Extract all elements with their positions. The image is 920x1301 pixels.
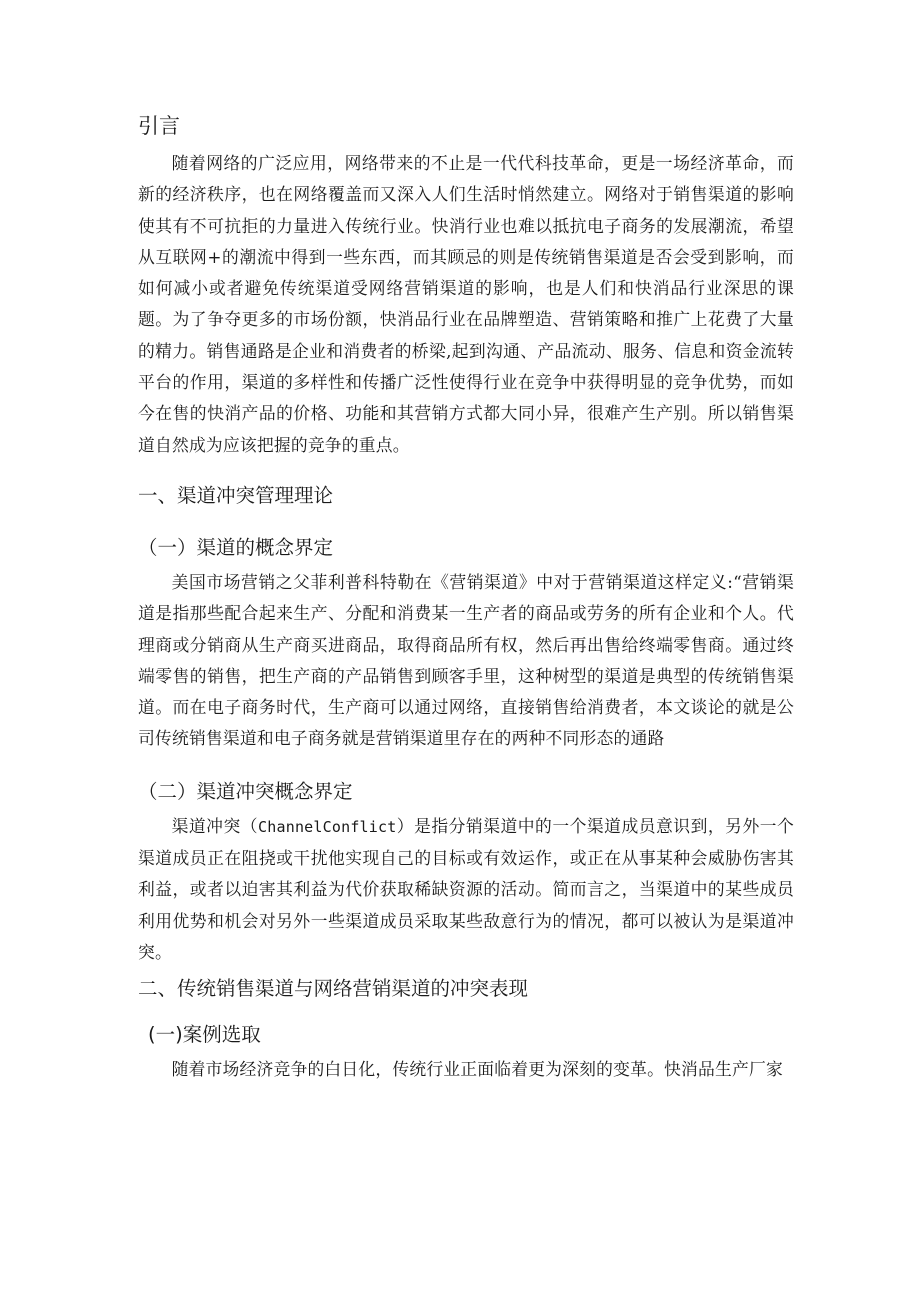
section2-sub1-heading: (一)案例选取 bbox=[148, 1023, 261, 1047]
section2-heading: 二、传统销售渠道与网络营销渠道的冲突表现 bbox=[138, 977, 529, 1001]
section1-sub1-heading: （一）渠道的概念界定 bbox=[138, 535, 334, 559]
intro-paragraph: 随着网络的广泛应用，网络带来的不止是一代代科技革命，更是一场经济革命，而新的经济秩序，也在网络覆盖而又深入人们生活时悄然建立。网络对于销售渠道的影响使其有不可抗拒的力量进入传统行业。快消行业也难以抵抗电子商务的发展潮流，希望从互联网+的潮流中得到一些东西，而其顾忌的则是传统销售渠道是否会受到影响，而如何减小或者避免传统渠道受网络营销渠道的影响，也是人们和快消品行业深思的课题。为了争夺更多的市场份额，快消品行业在品牌塑造、营销策略和推广上花费了大量的精力。销售通路是企业和消费者的桥梁,起到沟通、产品流动、服务、信息和资金流转平台的作用，渠道的多样性和传播广泛性使得行业在竞争中获得明显的竞争优势，而如今在售的快消产品的价格、功能和其营销方式都大同小异，很难产生产别。所以销售渠道自然成为应该把握的竞争的重点。 bbox=[138, 153, 794, 455]
channel-conflict-term: ChannelConflict bbox=[258, 817, 397, 836]
intro-heading: 引言 bbox=[138, 114, 180, 138]
para-lead: 渠道冲突（ bbox=[171, 815, 259, 836]
section1-sub2-paragraph bbox=[138, 811, 794, 968]
section2-sub1-paragraph: 随着市场经济竞争的白日化，传统行业正面临着更为深刻的变革。快消品生产厂家 bbox=[171, 1059, 783, 1080]
section1-sub1-paragraph: 美国市场营销之父菲利普科特勒在《营销渠道》中对于营销渠道这样定义:“营销渠道是指那些配合起来生产、分配和消费某一生产者的商品或劳务的所有企业和个人。代理商或分销商从生产商买进商品，取得商品所有权，然后再出售给终端零售商。通过终端零售的销售，把生产商的产品销售到顾客手里，这种树型的渠道是典型的传统销售渠道。而在电子商务时代，生产商可以通过网络，直接销售给消费者，本文谈论的就是公司传统销售渠道和电子商务就是营销渠道里存在的两种不同形态的通路 bbox=[138, 571, 794, 749]
section1-heading: 一、渠道冲突管理理论 bbox=[138, 483, 334, 507]
document-page bbox=[138, 108, 794, 1086]
para-rest: ）是指分销渠道中的一个渠道成员意识到，另外一个渠道成员正在阻挠或干扰他实现自己的目标或有效运作，或正在从事某种会威胁伤害其利益，或者以迫害其利益为代价获取稀缺资源的活动。简而言之，当渠道中的某些成员利用优势和机会对另外一些渠道成员采取某些敌意行为的情况，都可以被认为是渠道冲突。 bbox=[138, 815, 794, 962]
section1-sub2-heading: （二）渠道冲突概念界定 bbox=[138, 779, 353, 803]
